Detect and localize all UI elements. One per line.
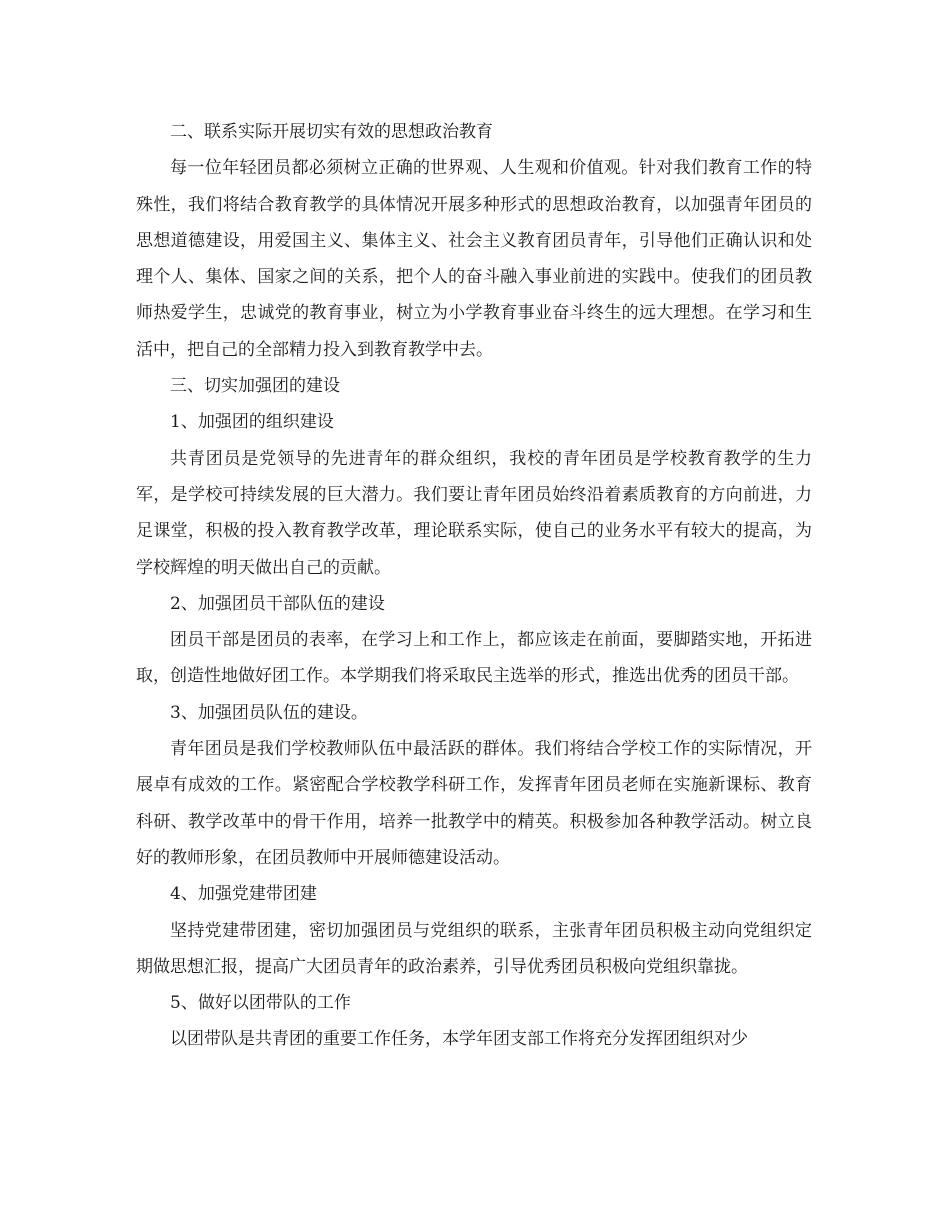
subheading-1: 1、加强团的组织建设 <box>170 412 334 433</box>
paragraph-pioneers: 以团带队是共青团的重要工作任务，本学年团支部工作将充分发挥团组织对少 <box>170 1029 748 1050</box>
paragraph-team: 青年团员是我们学校教师队伍中最活跃的群体。我们将结合学校工作的实际情况，开展卓有成效的工作。紧密配合学校教学科研工作，发挥青年团员老师在实施新课标、教育科研、教学改革中的骨干作用，培养一批教学中的精英。积极参加各种教学活动。树立良好的教师形象，在团员教师中开展师德建设活动。 <box>136 739 812 868</box>
subheading-4: 4、加强党建带团建 <box>170 884 317 905</box>
document-page <box>136 114 812 1058</box>
paragraph-organization: 共青团员是党领导的先进青年的群众组织，我校的青年团员是学校教育教学的生力军，是学校可持续发展的巨大潜力。我们要让青年团员始终沿着素质教育的方向前进，力足课堂，积极的投入教育教学改革，理论联系实际，使自己的业务水平有较大的提高，为学校辉煌的明天做出自己的贡献。 <box>136 448 812 578</box>
paragraph-party: 坚持党建带团建，密切加强团员与党组织的联系，主张青年团员积极主动向党组织定期做思想汇报，提高广大团员青年的政治素养，引导优秀团员积极向党组织靠拢。 <box>136 920 812 977</box>
subheading-5: 5、做好以团带队的工作 <box>170 993 351 1014</box>
section-heading-2: 二、联系实际开展切实有效的思想政治教育 <box>170 122 493 142</box>
subheading-3: 3、加强团员队伍的建设。 <box>170 702 368 723</box>
subheading-2: 2、加强团员干部队伍的建设 <box>170 593 385 614</box>
section-heading-3: 三、切实加强团的建设 <box>170 376 340 397</box>
paragraph-cadres: 团员干部是团员的表率，在学习上和工作上，都应该走在前面，要脚踏实地，开拓进取，创造性地做好团工作。本学期我们将采取民主选举的形式，推选出优秀的团员干部。 <box>136 630 812 687</box>
paragraph-ideology: 每一位年轻团员都必须树立正确的世界观、人生观和价值观。针对我们教育工作的特殊性，我们将结合教育教学的具体情况开展多种形式的思想政治教育，以加强青年团员的思想道德建设，用爱国主义、集体主义、社会主义教育团员青年，引导他们正确认识和处理个人、集体、国家之间的关系，把个人的奋斗融入事业前进的实践中。使我们的团员教师热爱学生，忠诚党的教育事业，树立为小学教育事业奋斗终生的远大理想。在学习和生活中，把自己的全部精力投入到教育教学中去。 <box>136 158 812 360</box>
